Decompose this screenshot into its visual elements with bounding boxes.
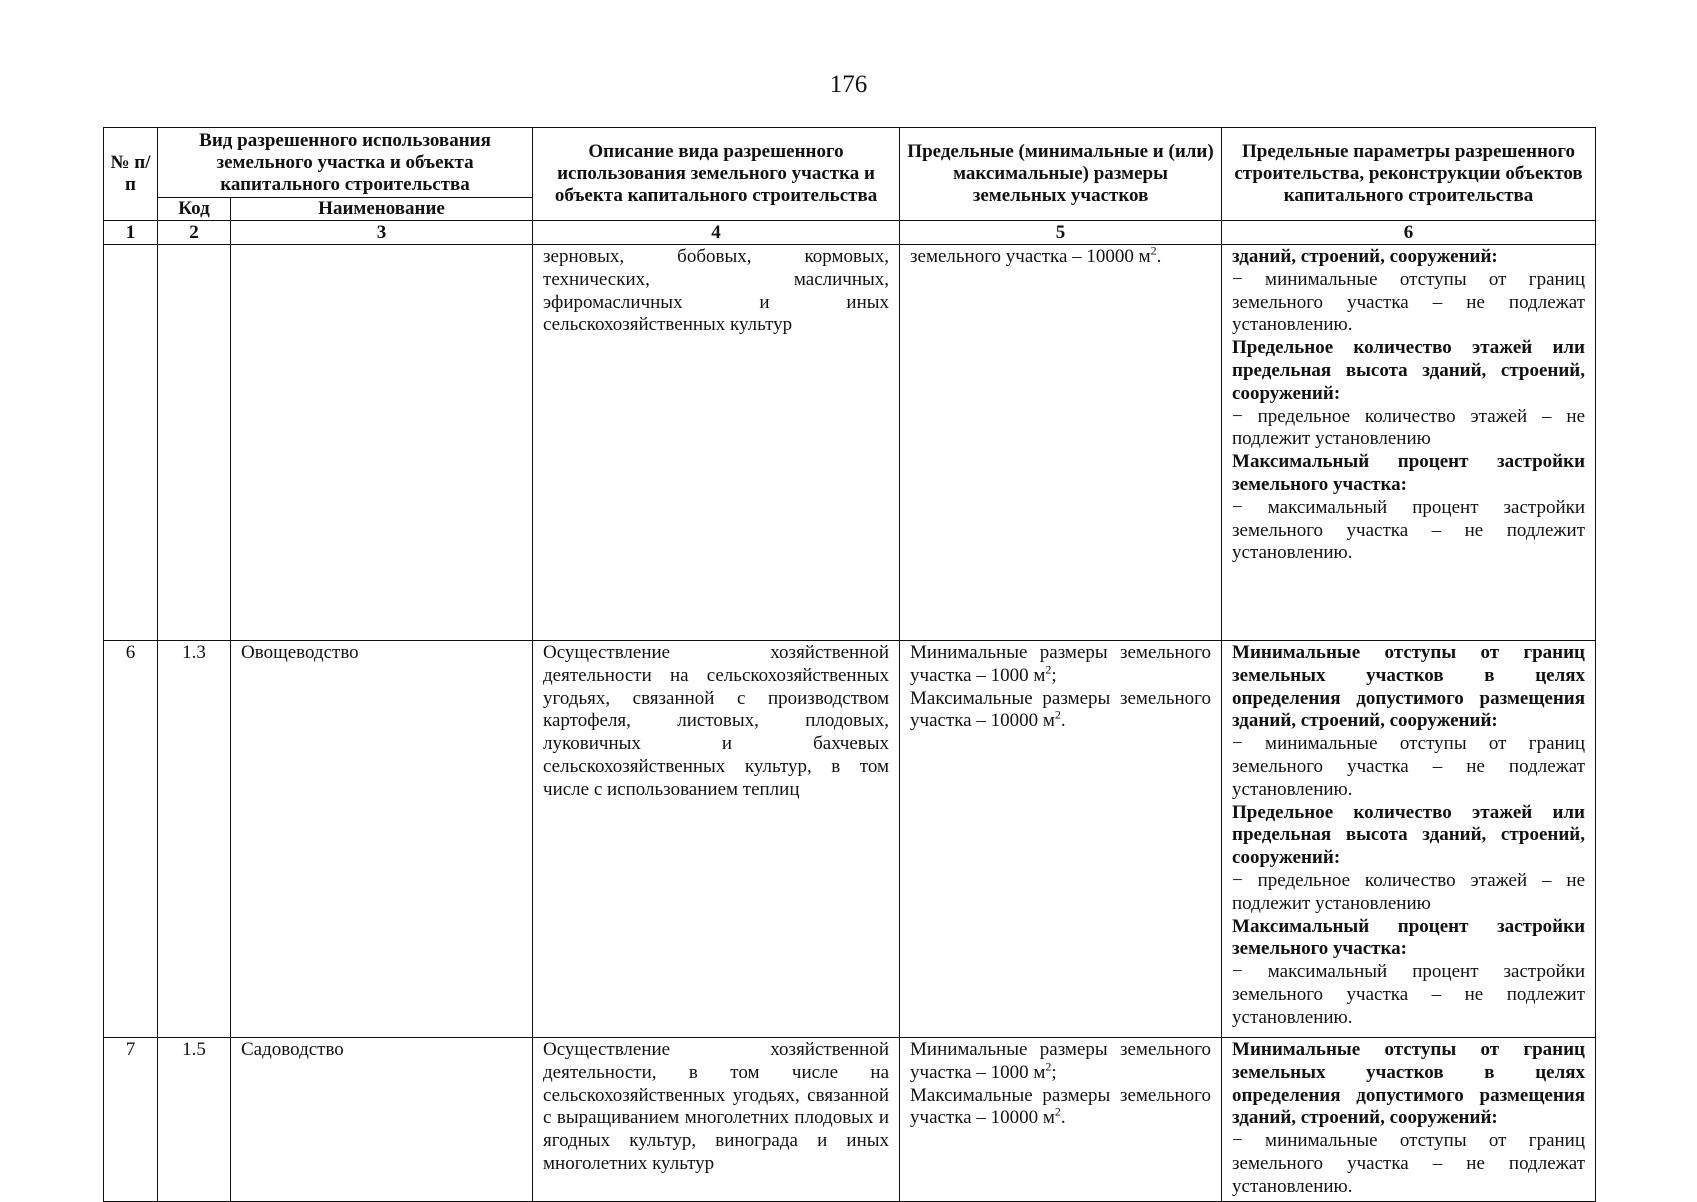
- row-num: 7: [104, 1038, 158, 1202]
- size-line: Максимальные размеры земельного участка – 10000 $м^2$.: [910, 687, 1212, 732]
- row-sizes: [900, 641, 1222, 1038]
- column-number: 2: [158, 221, 231, 245]
- column-number-row: [104, 221, 1596, 245]
- row-sizes: [900, 1038, 1222, 1202]
- row-params: [1222, 245, 1596, 641]
- param-value: − минимальные отступы от границ земельного участка – не подлежат установлению.: [1232, 733, 1586, 800]
- header-name: Наименование: [231, 198, 533, 221]
- size-line: земельного участка – 10000 $м^2$.: [910, 243, 1162, 267]
- header-description: Описание вида разрешенного использования земельного участка и объекта капитального строительства: [533, 128, 900, 221]
- header-kind-group: Вид разрешенного использования земельного участка и объекта капитального строительства: [158, 128, 533, 198]
- page-number: 176: [829, 71, 868, 98]
- param-heading: Предельное количество этажей или предельная высота зданий, строений, сооружений:: [1232, 337, 1586, 404]
- param-value: − максимальный процент застройки земельного участка – не подлежит установлению.: [1232, 961, 1586, 1028]
- row-name: Овощеводство: [231, 641, 533, 1038]
- column-number: 1: [104, 221, 158, 245]
- param-heading: зданий, строений, сооружений:: [1232, 246, 1498, 267]
- row-sizes: [900, 245, 1222, 641]
- param-heading: Минимальные отступы от границ земельных участков в целях определения допустимого размещения зданий, строений, сооружений:: [1232, 1039, 1586, 1129]
- row-params: [1222, 1038, 1596, 1202]
- row-description: зерновых, бобовых, кормовых, технических, масличных, эфиромасличных и иных сельскохозяйственных культур: [533, 245, 900, 641]
- param-heading: Максимальный процент застройки земельного участка:: [1232, 451, 1586, 495]
- row-name: [231, 245, 533, 641]
- param-value: − минимальные отступы от границ земельного участка – не подлежат установлению.: [1232, 1130, 1586, 1197]
- table-row: [104, 1038, 1596, 1202]
- header-code: Код: [158, 198, 231, 221]
- row-params: [1222, 641, 1596, 1038]
- param-value: − предельное количество этажей – не подлежит установлению: [1232, 405, 1586, 450]
- header-sizes: Предельные (минимальные и (или) максимальные) размеры земельных участков: [900, 128, 1222, 221]
- param-heading: Максимальный процент застройки земельного участка:: [1232, 915, 1586, 960]
- table-row: [104, 641, 1596, 1038]
- param-heading: Предельное количество этажей или предельная высота зданий, строений, сооружений:: [1232, 801, 1586, 869]
- row-code: 1.3: [158, 641, 231, 1038]
- table-row: [104, 245, 1596, 641]
- column-number: 4: [533, 221, 900, 245]
- param-heading: Минимальные отступы от границ земельных участков в целях определения допустимого размещения зданий, строений, сооружений:: [1232, 642, 1586, 732]
- column-number: 3: [231, 221, 533, 245]
- column-number: 6: [1222, 221, 1596, 245]
- param-value: − предельное количество этажей – не подлежит установлению: [1232, 869, 1586, 914]
- row-num: 6: [104, 641, 158, 1038]
- row-description: Осуществление хозяйственной деятельности на сельскохозяйственных угодьях, связанной с производством картофеля, листовых, плодовых, луковичных и бахчевых сельскохозяйственных культур, в том числе с использованием теплиц: [533, 641, 900, 1038]
- header-num: № п/п: [104, 128, 158, 221]
- row-num: [104, 245, 158, 641]
- param-value: − минимальные отступы от границ земельного участка – не подлежат установлению.: [1232, 268, 1586, 336]
- header-params: Предельные параметры разрешенного строительства, реконструкции объектов капитального строительства: [1222, 128, 1596, 221]
- row-code: [158, 245, 231, 641]
- size-line: Максимальные размеры земельного участка – 10000 $м^2$.: [910, 1084, 1212, 1129]
- column-number: 5: [900, 221, 1222, 245]
- row-code: 1.5: [158, 1038, 231, 1202]
- row-name: Садоводство: [231, 1038, 533, 1202]
- row-description: Осуществление хозяйственной деятельности, в том числе на сельскохозяйственных угодьях, связанной с выращиванием многолетних плодовых и ягодных культур, винограда и иных многолетних культур: [533, 1038, 900, 1202]
- size-line: Минимальные размеры земельного участка – 1000 $м^2$;: [910, 642, 1212, 686]
- land-use-table: [103, 127, 1596, 1202]
- param-value: − максимальный процент застройки земельного участка – не подлежит установлению.: [1232, 496, 1586, 564]
- size-line: Минимальные размеры земельного участка – 1000 $м^2$;: [910, 1039, 1212, 1083]
